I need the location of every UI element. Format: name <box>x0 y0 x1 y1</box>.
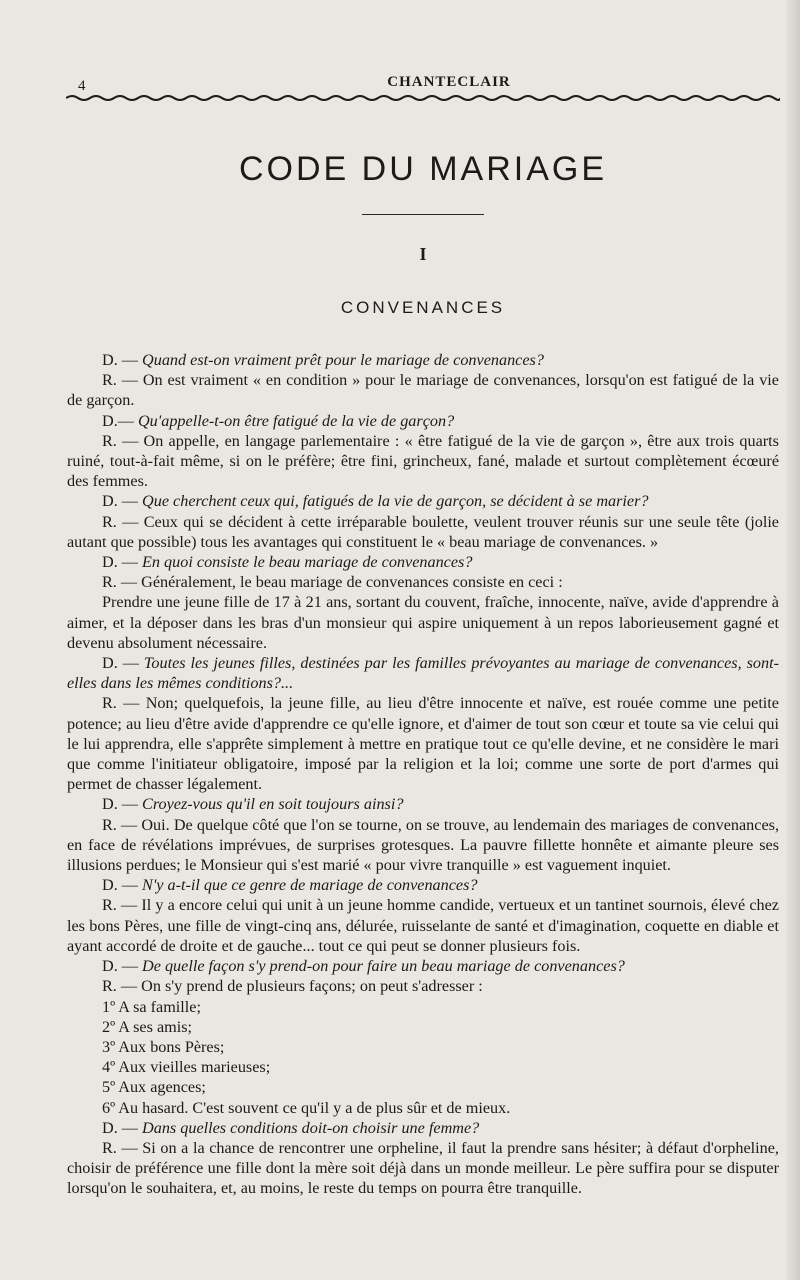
answer-paragraph <box>67 976 779 996</box>
paragraph-text: Toutes les jeunes filles, destinées par les familles prévoyantes au mariage de convenances, sont-elles dans les mêmes conditions?... <box>67 654 779 693</box>
wavy-rule-ornament <box>66 92 780 104</box>
speaker-lead: D. — <box>102 957 143 976</box>
question-paragraph <box>67 1118 779 1138</box>
answer-paragraph <box>67 997 779 1017</box>
paragraph-text: 2º A ses amis; <box>102 1017 193 1036</box>
speaker-lead: D.— <box>102 411 138 430</box>
answer-paragraph <box>67 1138 779 1199</box>
speaker-lead: R. — <box>102 512 144 531</box>
answer-paragraph <box>67 815 779 876</box>
paragraph-text: Qu'appelle-t-on être fatigué de la vie de garçon? <box>137 411 455 430</box>
section-title: CONVENANCES <box>340 298 506 317</box>
speaker-lead: R. — <box>102 694 146 713</box>
paragraph-text: On s'y prend de plusieurs façons; on peut s'adresser : <box>141 977 483 996</box>
paragraph-text: 1º A sa famille; <box>102 997 201 1016</box>
paragraph-text: Oui. De quelque côté que l'on se tourne, on se trouve, au lendemain des mariages de convenances, en face de révélations imprévues, de surprises grotesques. La pauvre fillette honnête et aimante pleure ses illusions perdues; le Monsieur qui s'est marié « pour vivre tranquille » est vaguement inquiet. <box>67 815 779 875</box>
speaker-lead: R. — <box>102 977 142 996</box>
paragraph-text: Si on a la chance de rencontrer une orpheline, il faut la prendre sans hésiter; à défaut d'orpheline, choisir de préférence une fille dont la mère soit déjà dans un monde meilleur. Le père suffira pour se disputer lorsqu'on le souhaitera, et, au moins, le reste du temps on pourra être tranquille. <box>67 1138 779 1198</box>
paragraph-text: Non; quelquefois, la jeune fille, au lieu d'être innocente et naïve, est rouée comme une petite potence; au lieu d'être avide d'apprendre ce qu'elle ignore, et d'aimer de tout son cœur et toute sa vie celui qui le lui apprendra, elle s'apprête simplement à mettre en pratique tout ce qu'elle devine, et ne considère le mari que comme l'initiateur obligatoire, imposé par la religion et la loi; comme une sorte de port d'armes qui permet de chasser légalement. <box>67 694 779 794</box>
speaker-lead: D. — <box>102 1118 143 1137</box>
title-rule <box>362 214 484 215</box>
question-paragraph <box>67 653 779 693</box>
speaker-lead: R. — <box>102 896 142 915</box>
paragraph-text: 5º Aux agences; <box>102 1078 206 1097</box>
speaker-lead: D. — <box>102 654 144 673</box>
paragraph-text: N'y a-t-il que ce genre de mariage de convenances? <box>142 876 478 895</box>
speaker-lead: R. — <box>102 815 142 834</box>
answer-paragraph <box>67 1057 779 1077</box>
answer-paragraph <box>67 592 779 653</box>
question-paragraph <box>67 411 779 431</box>
speaker-lead: D. — <box>102 492 143 511</box>
paragraph-text: Généralement, le beau mariage de convenances consiste en ceci : <box>141 573 563 592</box>
paragraph-text: On appelle, en langage parlementaire : « être fatigué de la vie de garçon », être aux trois quarts ruiné, tout-à-fait même, si on le préfère; être fini, grincheux, fané, malade et surtout complètement écœuré des femmes. <box>67 431 779 491</box>
answer-paragraph <box>67 370 779 410</box>
page-number: 4 <box>78 78 86 94</box>
answer-paragraph <box>67 1017 779 1037</box>
running-title: CHANTECLAIR <box>387 74 511 90</box>
paragraph-text: Ceux qui se décident à cette irréparable boulette, veulent trouver réunis sur une seule tête (jolie autant que possible) tous les avantages qui constituent le « beau mariage de convenances. » <box>67 512 779 551</box>
answer-paragraph <box>67 512 779 552</box>
paragraph-text: 4º Aux vieilles marieuses; <box>102 1058 271 1077</box>
paragraph-text: 3º Aux bons Pères; <box>102 1037 225 1056</box>
paragraph-text: En quoi consiste le beau mariage de convenances? <box>142 553 473 572</box>
paragraph-text: On est vraiment « en condition » pour le mariage de convenances, lorsqu'on est fatigué de la vie de garçon. <box>67 371 779 410</box>
question-paragraph <box>67 552 779 572</box>
answer-paragraph <box>67 895 779 956</box>
paragraph-text: Croyez-vous qu'il en soit toujours ainsi? <box>142 795 404 814</box>
question-paragraph <box>67 875 779 895</box>
paragraph-text: Prendre une jeune fille de 17 à 21 ans, sortant du couvent, fraîche, innocente, naïve, avide d'apprendre à aimer, et la déposer dans les bras d'un monsieur qui aspire uniquement à un repos laborieusement gagné et devenu absolument nécessaire. <box>67 593 779 652</box>
page-edge-shadow <box>786 0 800 1280</box>
speaker-lead: R. — <box>102 1138 143 1157</box>
article-title: CODE DU MARIAGE <box>238 150 608 188</box>
speaker-lead: R. — <box>102 431 144 450</box>
speaker-lead: D. — <box>102 351 143 369</box>
speaker-lead: R. — <box>102 573 142 592</box>
question-paragraph <box>67 956 779 976</box>
question-paragraph <box>67 350 779 370</box>
answer-paragraph <box>67 1098 779 1118</box>
paragraph-text: Que cherchent ceux qui, fatigués de la vie de garçon, se décident à se marier? <box>142 492 649 511</box>
question-paragraph <box>67 491 779 511</box>
answer-paragraph <box>67 431 779 492</box>
question-paragraph <box>67 794 779 814</box>
speaker-lead: R. — <box>102 371 143 390</box>
paragraph-text: Il y a encore celui qui unit à un jeune homme candide, vertueux et un tantinet sournois, élevé chez les bons Pères, une fille de vingt-cinq ans, délurée, ruisselante de santé et d'imagination, coquette en diable et ayant accordé de droite et de gauche... tout ce qui peut se donner plusieurs fois. <box>67 896 779 955</box>
answer-paragraph <box>67 1037 779 1057</box>
speaker-lead: D. — <box>102 553 143 572</box>
speaker-lead: D. — <box>102 876 143 895</box>
paragraph-text: De quelle façon s'y prend-on pour faire un beau mariage de convenances? <box>142 957 625 976</box>
answer-paragraph <box>67 1077 779 1097</box>
speaker-lead: D. — <box>102 795 143 814</box>
running-header <box>66 70 780 110</box>
article-body <box>67 350 779 1199</box>
paragraph-text: Dans quelles conditions doit-on choisir une femme? <box>142 1118 480 1137</box>
section-number: I <box>419 244 427 264</box>
paragraph-text: 6º Au hasard. C'est souvent ce qu'il y a de plus sûr et de mieux. <box>102 1098 511 1117</box>
paragraph-text: Quand est-on vraiment prêt pour le mariage de convenances? <box>142 351 544 369</box>
answer-paragraph <box>67 572 779 592</box>
answer-paragraph <box>67 693 779 794</box>
